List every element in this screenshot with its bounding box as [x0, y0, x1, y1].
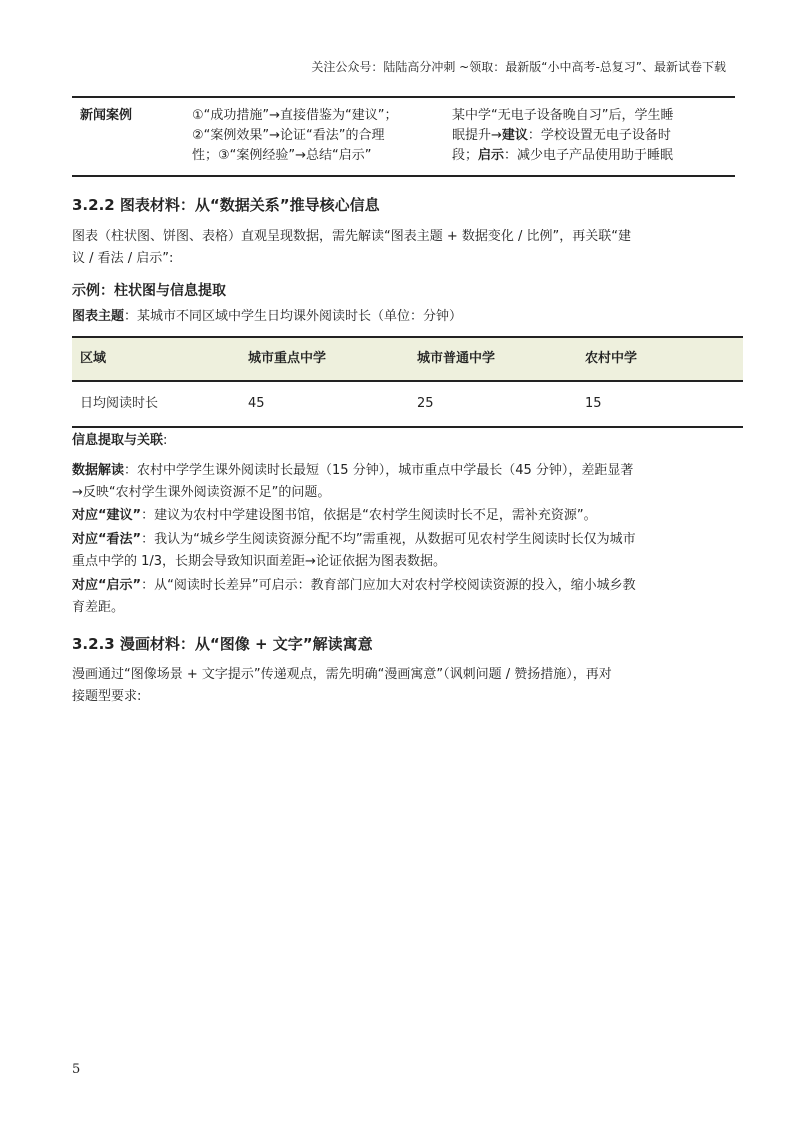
- analysis-insight: 对应“启示”：从“阅读时长差异”可启示：教育部门应加大对农村学校阅读资源的投入，缩小城乡教 育差距。: [72, 578, 636, 615]
- news-case-row: [72, 106, 735, 174]
- table-cell-value: 45: [248, 396, 265, 411]
- table-cell-value: 25: [417, 396, 434, 411]
- example-heading: 示例：柱状图与信息提取: [72, 283, 226, 299]
- method-line: ①“成功措施”→直接借鉴为“建议”；: [192, 108, 398, 123]
- method-line: ②“案例效果”→论证“看法”的合理: [192, 128, 385, 143]
- reading-time-table: [72, 336, 743, 428]
- example-line: 眠提升→建议：学校设置无电子设备时: [452, 128, 671, 143]
- analysis-heading: 信息提取与关联:: [72, 433, 168, 448]
- page-header: 关注公众号：陆陆高分冲刺 ~领取：最新版“小中高考-总复习”、最新试卷下载: [311, 60, 726, 74]
- news-case-label: 新闻案例: [80, 108, 133, 123]
- section-322-intro: 图表（柱状图、饼图、表格）直观呈现数据，需先解读“图表主题 + 数据变化 / 比例”，再关联“建 议 / 看法 / 启示”:: [72, 229, 632, 266]
- table-top-rule: [72, 96, 735, 98]
- news-case-example: [452, 106, 732, 166]
- column-header: 农村中学: [585, 351, 638, 366]
- table-header-row: [72, 336, 743, 382]
- page-number: 5: [72, 1062, 81, 1077]
- analysis-data-reading: 数据解读：农村中学学生课外阅读时长最短（15 分钟），城市重点中学最长（45 分钟），差距显著 →反映“农村学生课外阅读资源不足”的问题。: [72, 463, 634, 500]
- column-header: 城市普通中学: [417, 351, 496, 366]
- example-line: 某中学“无电子设备晚自习”后，学生睡: [452, 108, 674, 123]
- chart-topic: 图表主题：某城市不同区域中学生日均课外阅读时长（单位：分钟）: [72, 309, 463, 324]
- column-header: 区域: [80, 351, 107, 366]
- table-bottom-rule: [72, 175, 735, 177]
- news-case-method: [192, 106, 430, 166]
- analysis-suggestion: 对应“建议”：建议为农村中学建设图书馆，依据是“农村学生阅读时长不足，需补充资源”。: [72, 508, 597, 523]
- section-heading-323: 3.2.3 漫画材料：从“图像 + 文字”解读寓意: [72, 635, 373, 653]
- row-label: 日均阅读时长: [80, 396, 159, 411]
- table-cell-value: 15: [585, 396, 602, 411]
- example-line: 段；启示：减少电子产品使用助于睡眠: [452, 148, 674, 163]
- column-header: 城市重点中学: [248, 351, 327, 366]
- table-row: [72, 382, 743, 428]
- section-heading-322: 3.2.2 图表材料：从“数据关系”推导核心信息: [72, 196, 380, 214]
- method-line: 性；③“案例经验”→总结“启示”: [192, 148, 372, 163]
- analysis-opinion: 对应“看法”：我认为“城乡学生阅读资源分配不均”需重视，从数据可见农村学生阅读时长仅为城市 重点中学的 1/3，长期会导致知识面差距→论证依据为图表数据。: [72, 532, 636, 569]
- section-323-intro: 漫画通过“图像场景 + 文字提示”传递观点，需先明确“漫画寓意”（讽刺问题 / 赞扬措施），再对 接题型要求:: [72, 667, 612, 704]
